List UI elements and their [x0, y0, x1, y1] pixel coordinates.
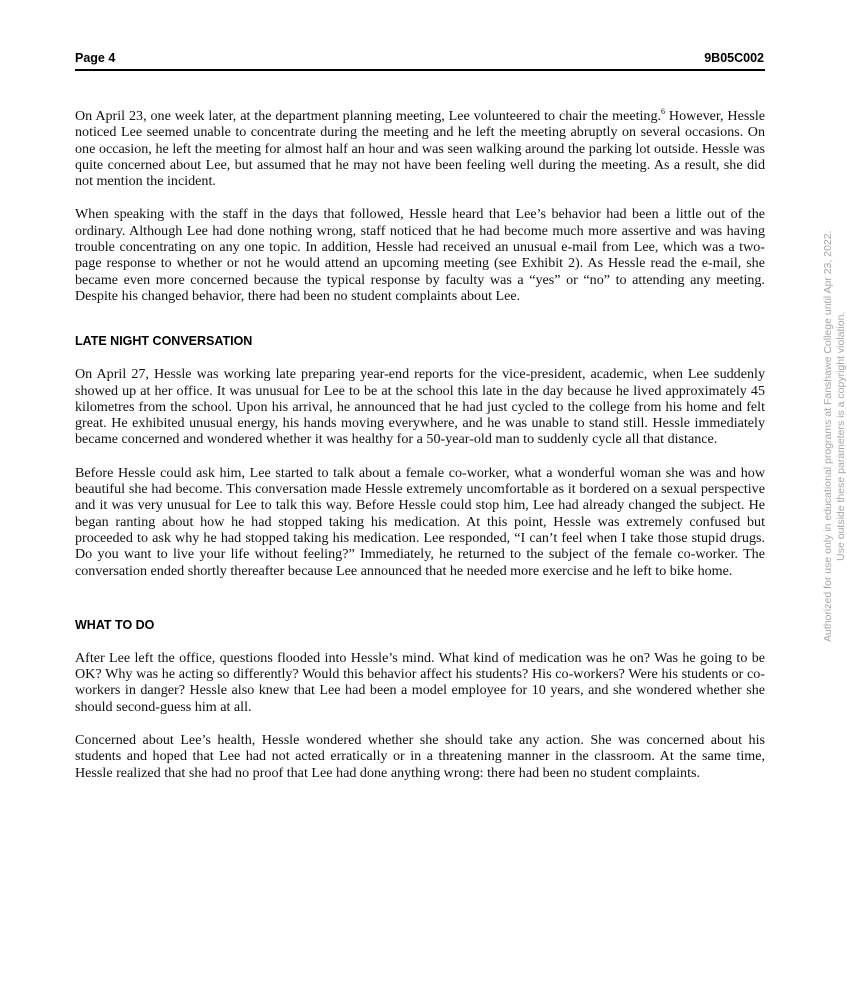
- section-heading-late-night-conversation: LATE NIGHT CONVERSATION: [75, 334, 253, 349]
- page-header: [75, 50, 765, 71]
- watermark-line-1: Authorized for use only in educational programs at Fanshawe College until Apr 23, 2022.: [822, 230, 834, 642]
- paragraph-text-continued: However, Hessle noticed Lee seemed unable to concentrate during the meeting and he left the meeting abruptly on several occasions. On one occasion, he left the meeting for almost half an hour and was seen walking around the parking lot outside. Hessle was quite concerned about Lee, but assumed that he may not have been feeling well during the meeting. As a result, she did not mention the incident.: [75, 108, 765, 190]
- paragraph-text: On April 23, one week later, at the department planning meeting, Lee volunteered to chair the meeting.: [75, 108, 662, 124]
- paragraph-questions: After Lee left the office, questions flooded into Hessle’s mind. What kind of medication was he on? Was he going to be OK? Why was he acting so differently? Would this behavior affect his students? His co-workers? Were his students or co-workers in danger? Hessle also knew that Lee had been a model employee for 10 years, and she wondered whether she should second-guess him at all.: [75, 649, 765, 715]
- paragraph-april-27: On April 27, Hessle was working late preparing year-end reports for the vice-president, academic, when Lee suddenly showed up at her office. It was unusual for Lee to be at the school this late in the day because he lived approximately 45 kilometres from the school. Upon his arrival, he announced that he had just cycled to the college from his home and felt great. He exhibited unusual energy, his hands moving everywhere, and he was unable to stand still. Hessle immediately became concerned and wondered whether it was healthy for a 50-year-old man to suddenly cycle all that distance.: [75, 366, 765, 448]
- paragraph-staff-observations: When speaking with the staff in the days that followed, Hessle heard that Lee’s behavior had been a little out of the ordinary. Although Lee had done nothing wrong, staff noticed that he had become much more assertive and was having trouble concentrating on any one topic. In addition, Hessle had received an unusual e-mail from Lee, which was a two-page response to whether or not he would attend an upcoming meeting (see Exhibit 2). As Hessle read the e-mail, she became even more concerned because the typical response by faculty was a “yes” or “no” to attending any meeting. Despite his changed behavior, there had been no student complaints about Lee.: [75, 206, 765, 304]
- section-heading-what-to-do: WHAT TO DO: [75, 617, 155, 632]
- paragraph-conversation: Before Hessle could ask him, Lee started to talk about a female co-worker, what a wonderful woman she was and how beautiful she had become. This conversation made Hessle extremely uncomfortable as it bordered on a sexual perspective and it was very unusual for Lee to talk this way. Before Hessle could stop him, Lee had already changed the subject. He began ranting about how he had stopped taking his medication. At this point, Hessle was extremely confused but proceeded to ask why he had stopped taking his medication. Lee responded, “I can’t feel when I take those stupid drugs. Do you want to live your life without feeling?” Immediately, he returned to the subject of the female co-worker. The conversation ended shortly thereafter because Lee announced that he needed more exercise and he left to bike home.: [75, 464, 765, 579]
- watermark-line-2: Use outside these parameters is a copyright violation.: [834, 311, 847, 561]
- copyright-watermark: [822, 231, 847, 643]
- page-number: Page 4: [75, 51, 116, 65]
- paragraph-concerns: Concerned about Lee’s health, Hessle wondered whether she should take any action. She was concerned about his students and hoped that Lee had not acted erratically or in a threatening manner in the classroom. At the same time, Hessle realized that she had no proof that Lee had done anything wrong: there had been no student complaints.: [75, 732, 765, 781]
- footnote-marker: 6: [661, 107, 666, 116]
- case-code: 9B05C002: [704, 51, 764, 65]
- document-body: [75, 108, 765, 781]
- paragraph-planning-meeting: [75, 108, 765, 189]
